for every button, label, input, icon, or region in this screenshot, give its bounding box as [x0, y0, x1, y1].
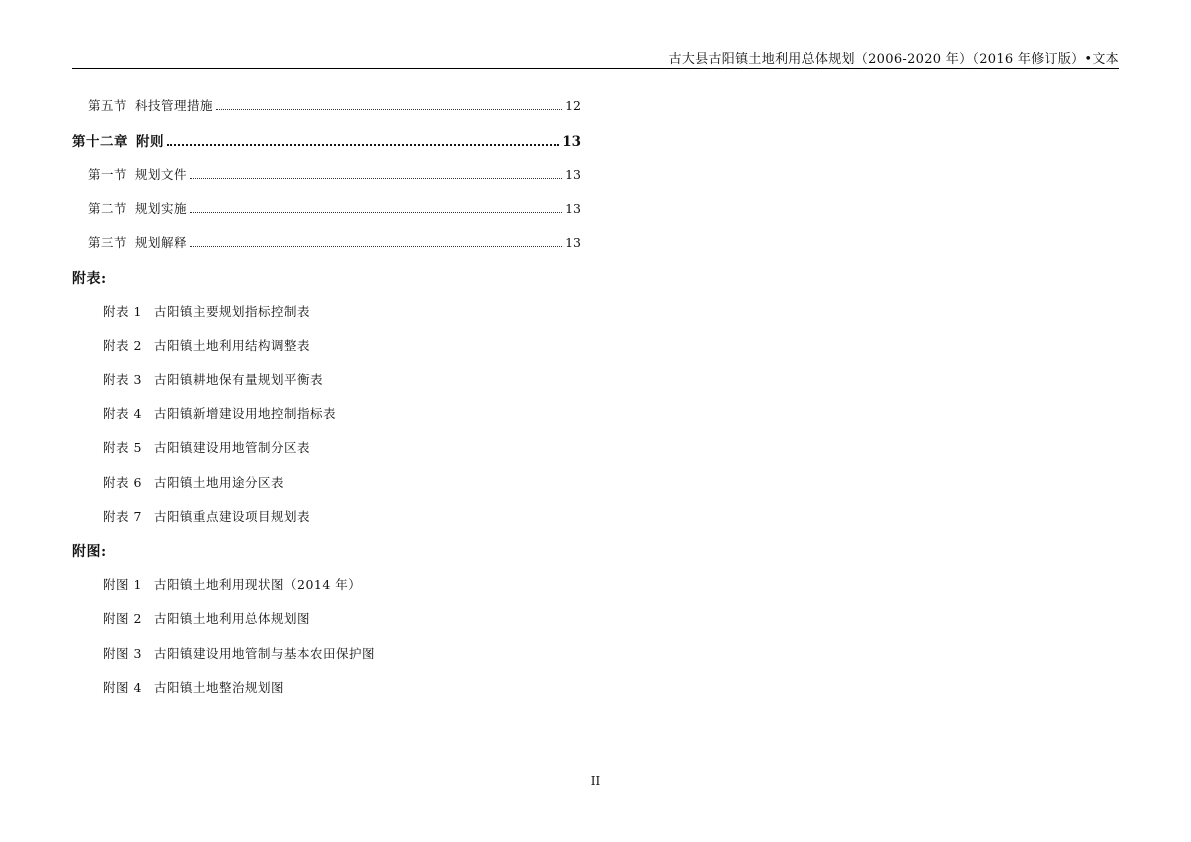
toc-leader-dots [190, 201, 562, 213]
toc-entry-chapter-12[interactable] [72, 130, 581, 148]
header-divider [72, 68, 1119, 69]
toc-entry-section-1[interactable] [88, 165, 581, 183]
appendix-table-item[interactable] [103, 438, 310, 456]
toc-section-title: 科技管理措施 [135, 98, 214, 113]
appendix-table-title: 古阳镇主要规划指标控制表 [154, 304, 311, 319]
appendix-table-item[interactable] [103, 507, 310, 525]
appendix-figure-number: 附图 1 [103, 577, 142, 592]
appendix-table-title: 古阳镇新增建设用地控制指标表 [154, 406, 337, 421]
toc-leader-dots [167, 133, 559, 146]
appendix-table-item[interactable] [103, 473, 284, 491]
appendix-table-number: 附表 1 [103, 304, 142, 319]
appendix-figure-item[interactable] [103, 609, 310, 627]
toc-section-number: 第二节 [88, 201, 128, 216]
toc-page-number: 13 [565, 235, 581, 250]
appendix-table-title: 古阳镇土地用途分区表 [154, 475, 285, 490]
appendix-figure-title: 古阳镇土地利用总体规划图 [154, 611, 311, 626]
toc-section-title: 规划实施 [135, 201, 188, 216]
toc-section-number: 第一节 [88, 167, 128, 182]
page-number: II [590, 774, 601, 788]
appendix-table-item[interactable] [103, 370, 323, 388]
toc-entry-label [88, 199, 187, 217]
toc-leader-dots [216, 98, 562, 110]
appendix-figure-number: 附图 2 [103, 611, 142, 626]
toc-entry-label [88, 96, 213, 114]
toc-leader-dots [190, 167, 562, 179]
toc-leader-dots [190, 235, 562, 247]
appendix-figure-title: 古阳镇土地利用现状图（2014 年） [154, 577, 362, 592]
appendix-figure-title: 古阳镇建设用地管制与基本农田保护图 [154, 646, 376, 661]
toc-section-title: 规划文件 [135, 167, 188, 182]
toc-entry-section-2[interactable] [88, 199, 581, 217]
toc-entry-label [88, 165, 187, 183]
toc-section-number: 第三节 [88, 235, 128, 250]
toc-entry-section-3[interactable] [88, 233, 581, 251]
appendix-table-number: 附表 5 [103, 440, 142, 455]
toc-page-number: 12 [565, 98, 581, 113]
appendix-figure-number: 附图 4 [103, 680, 142, 695]
toc-section-number: 第五节 [88, 98, 128, 113]
toc-chapter-title: 附则 [136, 134, 164, 150]
toc-chapter-number: 第十二章 [72, 134, 128, 150]
appendix-table-item[interactable] [103, 336, 310, 354]
toc-section-title: 规划解释 [135, 235, 188, 250]
toc-entry-section-5[interactable] [88, 96, 581, 114]
appendix-figure-title: 古阳镇土地整治规划图 [154, 680, 285, 695]
appendix-table-title: 古阳镇重点建设项目规划表 [154, 509, 311, 524]
toc-entry-label [88, 233, 187, 251]
appendix-table-number: 附表 3 [103, 372, 142, 387]
appendix-table-title: 古阳镇土地利用结构调整表 [154, 338, 311, 353]
document-header-title: 古大县古阳镇土地利用总体规划（2006-2020 年）（2016 年修订版）•文本 [668, 52, 1119, 67]
appendix-figures-heading: 附图: [72, 544, 107, 560]
appendix-table-number: 附表 6 [103, 475, 142, 490]
toc-page-number: 13 [565, 201, 581, 216]
appendix-table-number: 附表 7 [103, 509, 142, 524]
appendix-table-number: 附表 4 [103, 406, 142, 421]
appendix-table-number: 附表 2 [103, 338, 142, 353]
appendix-table-item[interactable] [103, 302, 310, 320]
appendix-table-title: 古阳镇建设用地管制分区表 [154, 440, 311, 455]
toc-page-number: 13 [562, 134, 581, 150]
toc-entry-label [72, 130, 164, 150]
appendix-figure-number: 附图 3 [103, 646, 142, 661]
appendix-tables-heading: 附表: [72, 271, 107, 287]
appendix-figure-item[interactable] [103, 678, 284, 696]
toc-page-number: 13 [565, 167, 581, 182]
appendix-table-title: 古阳镇耕地保有量规划平衡表 [154, 372, 324, 387]
appendix-figure-item[interactable] [103, 575, 361, 593]
appendix-table-item[interactable] [103, 404, 336, 422]
appendix-figure-item[interactable] [103, 644, 375, 662]
